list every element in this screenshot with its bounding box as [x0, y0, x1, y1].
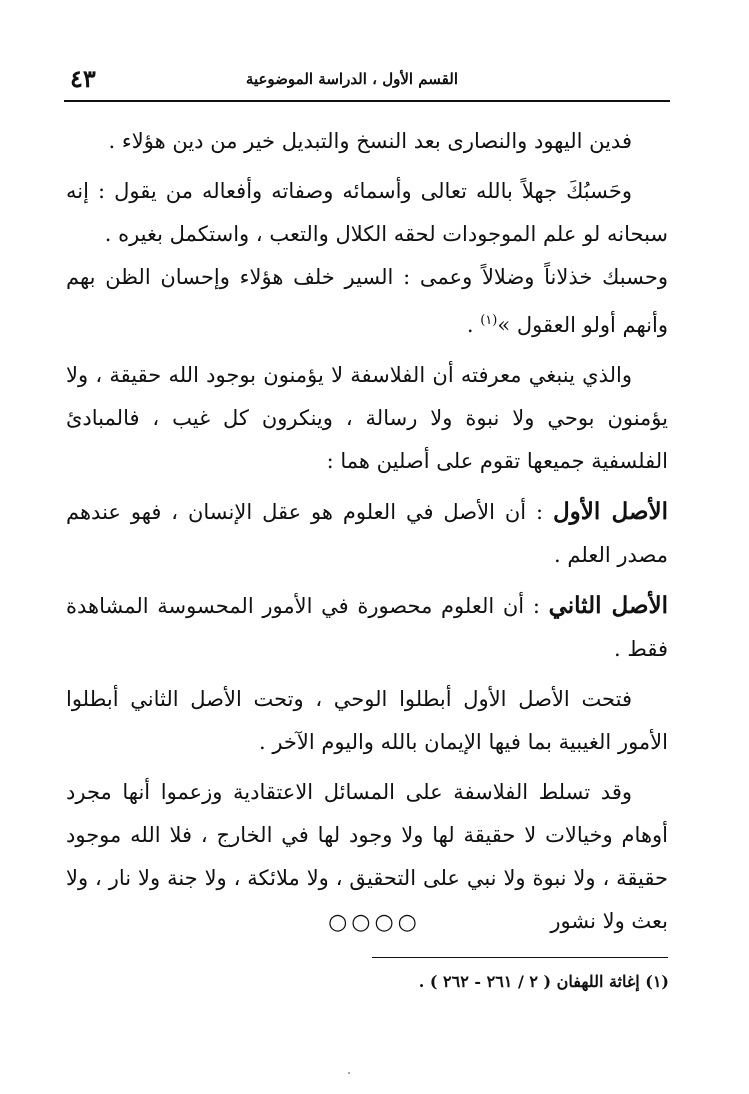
paragraph-text: وحَسبُكَ جهلاً بالله تعالى وأسمائه وصفاته وأفعاله من يقول : إنه سبحانه لو علم الموجودات لحقه الكلال والتعب ، واستكمل بغيره .: [66, 179, 668, 246]
principle-heading: الأصل الثاني: [548, 592, 668, 619]
paragraph: [66, 256, 668, 347]
paragraph-text: : أن العلوم محصورة في الأمور المحسوسة المشاهدة فقط .: [66, 594, 668, 661]
body-text: [66, 120, 668, 950]
paragraph-tail: .: [466, 313, 481, 337]
section-separator: ○○○○: [328, 910, 421, 935]
paragraph: [66, 354, 668, 483]
paragraph-text: وقد تسلط الفلاسفة على المسائل الاعتقادية وزعموا أنها مجرد أوهام وخيالات لا حقيقة لها ولا وجود لها في الخارج ، فلا الله موجود حقيقة ، ولا نبوة ولا نبي على التحقيق ، ولا ملائكة ، ولا جنة ولا نار ، ولا بعث ولا نشور: [66, 780, 668, 933]
header-title: القسم الأول ، الدراسة الموضوعية: [245, 70, 458, 88]
footnote-rule: [372, 957, 668, 958]
footnote-reference: (١): [480, 313, 498, 328]
paragraph-text: فتحت الأصل الأول أبطلوا الوحي ، وتحت الأصل الثاني أبطلوا الأمور الغيبية بما فيها الإيمان بالله واليوم الآخر .: [66, 687, 668, 754]
footnote: (١) إغاثة اللهفان ( ٢ / ٢٦١ - ٢٦٢ ) .: [418, 972, 669, 991]
running-header: [64, 64, 670, 98]
page-number: ٤٣: [70, 64, 96, 93]
scan-speck: [348, 1072, 350, 1074]
paragraph-text: فدين اليهود والنصارى بعد النسخ والتبديل خير من دين هؤلاء .: [108, 129, 632, 153]
principle-heading: الأصل الأول: [552, 498, 668, 525]
paragraph: [66, 678, 668, 764]
paragraph: [66, 170, 668, 256]
paragraph-text: وحسبك خذلاناً وضلالاً وعمى : السير خلف هؤلاء وإحسان الظن بهم وأنهم أولو العقول »: [66, 265, 668, 337]
paragraph: [66, 490, 668, 577]
paragraph-text: والذي ينبغي معرفته أن الفلاسفة لا يؤمنون بوجود الله حقيقة ، ولا يؤمنون بوحي ولا نبوة ولا رسالة ، وينكرون كل غيب ، فالمبادئ الفلسفية جميعها تقوم على أصلين هما :: [66, 363, 668, 473]
header-rule: [64, 100, 670, 102]
paragraph: [66, 584, 668, 671]
paragraph-text: : أن الأصل في العلوم هو عقل الإنسان ، فهو عندهم مصدر العلم .: [66, 500, 668, 567]
paragraph: [66, 120, 668, 163]
